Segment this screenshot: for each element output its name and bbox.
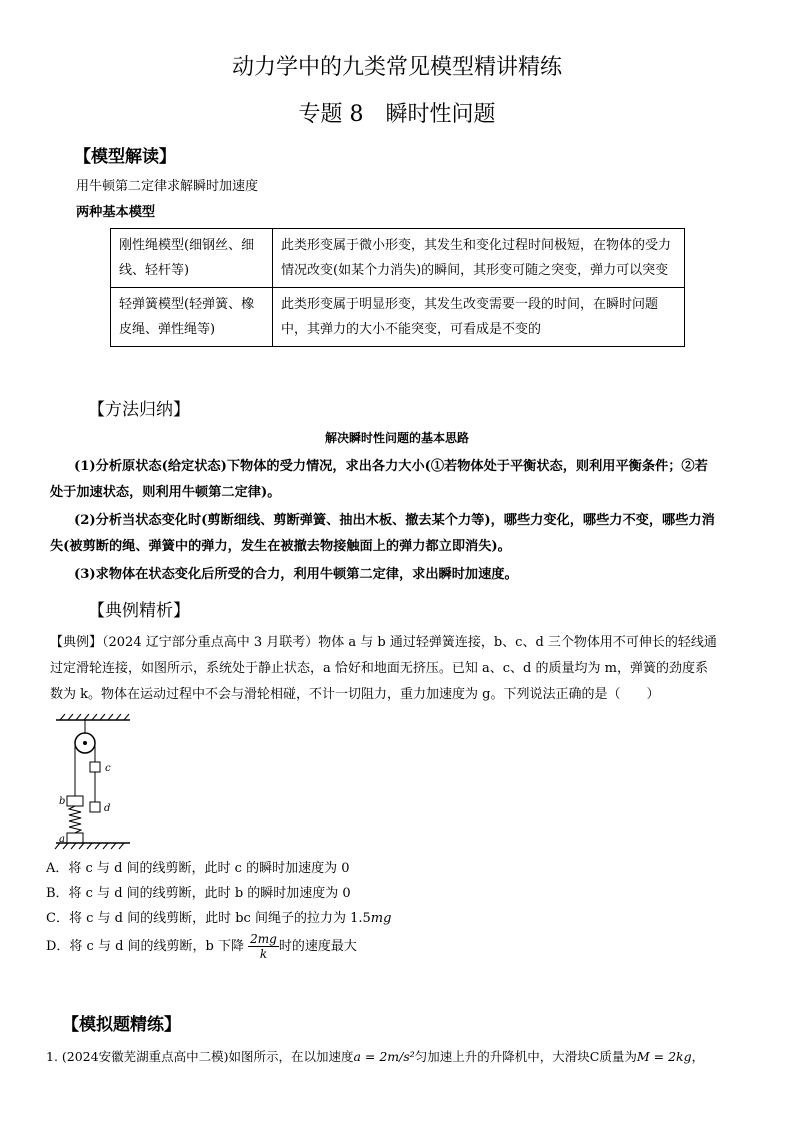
example-line1: 【典例】（2024 辽宁部分重点高中 3 月联考）物体 a 与 b 通过轻弹簧连接，b、c、d 三个物体用不可伸长的轻线通 [50, 635, 717, 650]
model-intro: 用牛顿第二定律求解瞬时加速度 [76, 179, 259, 194]
block-b [67, 796, 83, 806]
model-desc-cell: 此类形变属于微小形变，其发生和变化过程时间极短，在物体的受力情况改变(如某个力消失)的瞬间，其形变可随之突变，弹力可以突变 [273, 229, 685, 288]
svg-text:b: b [59, 796, 66, 807]
spring-icon [69, 806, 81, 833]
table-row [111, 229, 685, 288]
model-table [110, 228, 685, 347]
table-row [111, 288, 685, 347]
block-a [67, 833, 83, 843]
model-name-cell: 刚性绳模型(细钢丝、细线、轻杆等) [111, 229, 273, 288]
method-step3: (3)求物体在状态变化后所受的合力，利用牛顿第二定律，求出瞬时加速度。 [74, 567, 518, 582]
option-b[interactable]: B．将 c 与 d 间的线剪断，此时 b 的瞬时加速度为 0 [46, 886, 351, 901]
example-line2: 过定滑轮连接，如图所示，系统处于静止状态，a 恰好和地面无挤压。已知 a、c、d 的质量均为 m，弹簧的劲度系 [50, 661, 708, 676]
option-d[interactable]: D．将 c 与 d 间的线剪断，b 下降 $\frac{2mg}{k}$ 时的速度最大 [46, 932, 357, 961]
model-desc-cell: 此类形变属于明显形变，其发生改变需要一段的时间，在瞬时问题中，其弹力的大小不能突变，可看成是不变的 [273, 288, 685, 347]
method-step1-line2: 处于加速状态，则利用牛顿第二定律)。 [50, 485, 281, 500]
option-c[interactable]: C．将 c 与 d 间的线剪断，此时 bc 间绳子的拉力为 1.5mg [46, 911, 392, 926]
pulley-spring-figure [52, 712, 136, 852]
page-subtitle: 专题 8 瞬时性问题 [298, 102, 496, 127]
svg-text:a: a [59, 834, 65, 845]
model-heading: 【模型解读】 [74, 147, 176, 167]
model-subheading: 两种基本模型 [76, 205, 156, 220]
method-center-title: 解决瞬时性问题的基本思路 [324, 431, 469, 445]
practice-heading: 【模拟题精练】 [62, 1015, 181, 1035]
example-heading: 【典例精析】 [88, 601, 190, 621]
method-step1-line1: (1)分析原状态(给定状态)下物体的受力情况，求出各力大小(①若物体处于平衡状态，则利用平衡条件；②若 [74, 459, 708, 474]
method-step2-line1: (2)分析当状态变化时(剪断细线、剪断弹簧、抽出木板、撤去某个力等)，哪些力变化，哪些力不变，哪些力消 [74, 513, 715, 528]
model-name-cell: 轻弹簧模型(轻弹簧、橡皮绳、弹性绳等) [111, 288, 273, 347]
fraction-2mg-over-k: $\frac{2mg}{k}$ [250, 932, 277, 961]
option-a[interactable]: A．将 c 与 d 间的线剪断，此时 c 的瞬时加速度为 0 [46, 861, 350, 876]
svg-text:d: d [104, 803, 111, 814]
block-d [90, 802, 100, 812]
block-c [90, 762, 100, 772]
method-step2-line2: 失(被剪断的绳、弹簧中的弹力，发生在被撤去物接触面上的弹力都立即消失)。 [50, 539, 511, 554]
practice-q1: 1. (2024安徽芜湖重点高中二模)如图所示，在以加速度a = 2m/s²匀加速上升的升降机中，大滑块C质量为M = 2kg， [46, 1049, 705, 1064]
method-heading: 【方法归纳】 [88, 400, 190, 420]
example-line3: 数为 k。物体在运动过程中不会与滑轮相碰，不计一切阻力，重力加速度为 g。下列说法正确的是（ ） [50, 687, 660, 702]
svg-text:c: c [105, 763, 111, 774]
page-title: 动力学中的九类常见模型精讲精练 [231, 55, 562, 80]
